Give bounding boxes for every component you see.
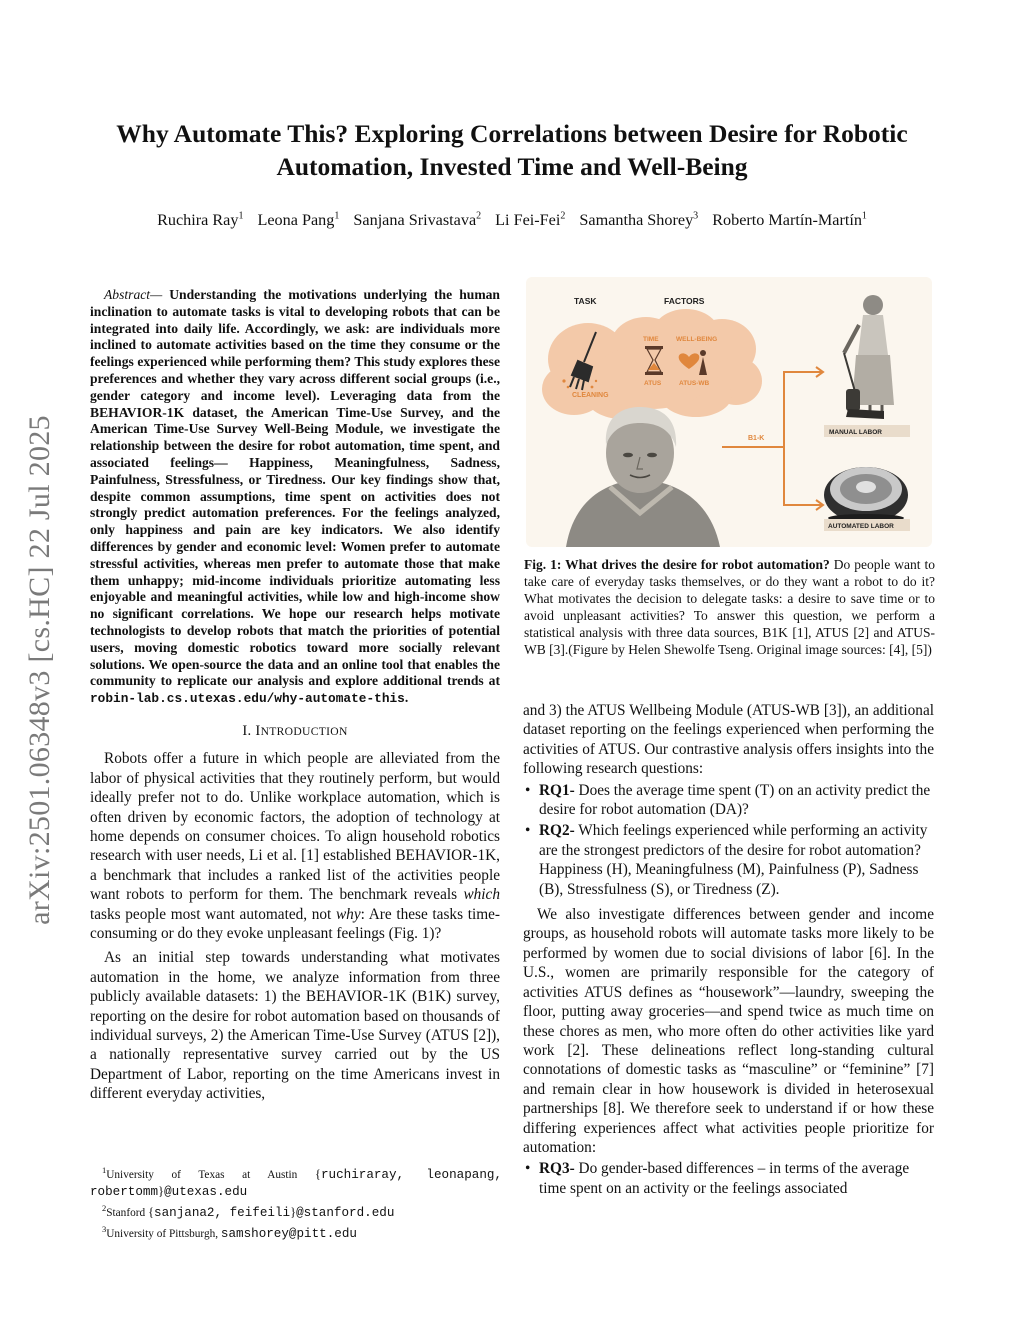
footnote-3: $^3$University of Pittsburgh, samshorey@pitt.edu (102, 1224, 357, 1242)
author: Ruchira Ray$^1$ (157, 211, 244, 230)
author: Samantha Shorey$^3$ (579, 211, 699, 230)
figure-label-atus: ATUS (644, 380, 662, 387)
figure-label-manual-labor: MANUAL LABOR (829, 429, 882, 436)
abstract-body: Understanding the motivations underlying the human inclination to automate tasks is vital to developing robots that can be integrated into daily life. Accordingly, we ask: are individuals more inclined to automate activities based on the time they consume or the feelings experienced while performing them? This study explores these preferences and whether they vary across different social groups (i.e., gender category and income level). Leveraging data from the BEHAVIOR-1K dataset, the American Time-Use Survey, and the American Time-Use Survey Well-Being Module, we investigate the relationship between the desire for robot automation, time spent, and associated feelings— Happiness, Meaningfulness, Sadness, Painfulness, Stressfulness, or Tiredness. Our key findings show that, despite common assumptions, time spent on activities does not strongly predict automation preferences. For the feelings analyzed, only happiness and pain are key indicators. We also identify differences by gender and economic level: Women prefer to automate stressful activities, whereas men prefer to automate those that make them unhappy; mid-income individuals prioritize automating less enjoyable and meaningful activities, while low and high-income show no significant correlations. We hope our research helps motivate technologists to develop robots that match the priorities of potential users, moving domestic robotics toward more socially relevant solutions. We open-source the data and an online tool that enables the community to replicate our analysis and explore additional trends at (90, 287, 500, 689)
research-question-3: • RQ3- Do gender-based differences – in terms of the average time spent on an activity or the feelings associated (525, 1160, 910, 1197)
right-paragraph-1: and 3) the ATUS Wellbeing Module (ATUS-WB [3]), an additional dataset reporting on the feelings experienced when performing the activities of ATUS. Our contrastive analysis offers insights into the following research questions: (523, 702, 934, 778)
figure-label-automated-labor: AUTOMATED LABOR (828, 523, 894, 530)
author-list (80, 206, 944, 231)
footnote-2: $^2$Stanford {sanjana2, feifeili}@stanford.edu (102, 1203, 395, 1221)
author: Leona Pang$^1$ (257, 211, 340, 230)
figure-label-wellbeing: WELL-BEING (676, 336, 718, 343)
figure-label-time: TIME (643, 336, 659, 343)
figure-label-atus-wb: ATUS-WB (679, 380, 710, 387)
right-column (523, 701, 934, 1200)
abstract: Abstract— Understanding the motivations underlying the human inclination to automate tasks is vital to developing robots that can be integrated into daily life. Accordingly, we ask: are individuals more inclined to automate activities based on the time they consume or the feelings experienced while performing them? This study explores these preferences and whether they vary across different social groups (i.e., gender category and income level). Leveraging data from the BEHAVIOR-1K dataset, the American Time-Use Survey, and the American Time-Use Survey Well-Being Module, we investigate the relationship between the desire for robot automation, time spent, and associated feelings— Happiness, Meaningfulness, Sadness, Painfulness, Stressfulness, or Tiredness. Our key findings show that, despite common assumptions, time spent on activities does not strongly predict automation preferences. For the feelings analyzed, only happiness and pain are key indicators. We also identify differences by gender and economic level: Women prefer to automate stressful activities, whereas men prefer to automate those that make them unhappy; mid-income individuals prioritize automating less enjoyable and meaningful activities, while low and high-income show no significant correlations. We hope our research helps motivate technologists to develop robots that match the priorities of potential users, moving domestic robotics toward more socially relevant solutions. We open-source the data and an online tool that enables the community to replicate our analysis and explore additional trends at robin-lab.cs.utexas.edu/why-automate-this. (90, 287, 500, 707)
intro-paragraph-2: As an initial step towards understanding what motivates automation in the home, we analyze information from three publicly available datasets: 1) the BEHAVIOR-1K (B1K) survey, reporting on the desire for robot automation based on thousands of individual surveys, 2) the American Time-Use Survey (ATUS [2]), a nationally representative survey carried out by the US Department of Labor, reporting on the time Americans invest in different everyday activities, (90, 949, 500, 1103)
figure-caption (524, 556, 935, 658)
research-question-1: • RQ1- Does the average time spent (T) on an activity predict the desire for robot automation (DA)? (525, 781, 931, 819)
author: Sanjana Srivastava$^2$ (353, 211, 482, 230)
left-column (90, 287, 500, 1104)
research-question-2: • RQ2- Which feelings experienced while performing an activity are the strongest predictors of the desire for robot automation? Happiness (H), Meaningfulness (M), Painfulness (P), Sadness (B), Stressfulness (S), or Tiredness (Z). (525, 822, 928, 898)
abstract-lead: Abstract— (104, 287, 163, 302)
paper-title: Why Automate This? Exploring Correlations between Desire for Robotic Automation, Invested Time and Well-Being (116, 119, 908, 181)
arxiv-id-text: arXiv:2501.06348v3 [cs.HC] 22 Jul 2025 (23, 415, 56, 925)
caption-text: Do people want to take care of everyday tasks themselves, or do they want a robot to do it? What motivates the decision to delegate tasks: a desire to save time or to avoid unpleasant activities? To answer this question, we perform a statistical analysis with three data sources, B1K [1], ATUS [2] and ATUS-WB [3].(Figure by Helen Shewolfe Tseng. Original image sources: [4], [5]) (524, 557, 935, 657)
affiliation-footnotes (90, 1162, 502, 1243)
intro-paragraph-1: Robots offer a future in which people are alleviated from the labor of physical activities that they routinely perform, but would ideally prefer not to do. Unlike workplace automation, which is often driven by economic factors, the adoption of technology at home depends on consumer choices. To align household robotics research with user needs, Li et al. [1] established BEHAVIOR-1K, a benchmark that includes a ranked list of the activities people want robots to perform for them. The benchmark reveals which tasks people most want automated, not why: Are these tasks time-consuming or do they evoke unpleasant feelings (Fig. 1)? (90, 750, 500, 942)
woman-vacuuming-image (844, 295, 894, 419)
arxiv-identifier (12, 370, 68, 970)
footnote-1: $^1$University of Texas at Austin {ruchiraray, leonapang, robertomm}@utexas.edu (90, 1165, 502, 1200)
figure-label-cleaning: CLEANING (572, 392, 609, 399)
right-paragraph-2: We also investigate differences between gender and income groups, as household robots will automate tasks more likely to be performed by women due to social divisions of labor [6]. In the U.S., women are primarily responsible for the category of activities ATUS defines as “housework”—laundry, sweeping the floor, putting away groceries—and spend twice as much time on these chores as men, who more often do other activities like yard work [2]. These delineations reflect long-standing cultural connotations of domestic tasks as “masculine” or “feminine” [7] and remain clear in how housework is divided in heterosexual partnerships [8]. We therefore seek to understand if or how these differing experiences affect what activities people prioritize for automation: (523, 906, 934, 1156)
figure-1 (526, 277, 932, 547)
figure-label-b1k: B1-K (748, 435, 765, 442)
figure-label-factors: FACTORS (664, 296, 705, 306)
robot-vacuum-image (824, 467, 908, 523)
woman-portrait-image (566, 407, 720, 547)
caption-label: Fig. 1: What drives the desire for robot automation? (524, 557, 830, 572)
author: Li Fei-Fei$^2$ (495, 211, 566, 230)
figure-label-task: TASK (574, 296, 597, 306)
project-url[interactable]: robin-lab.cs.utexas.edu/why-automate-this (90, 691, 405, 707)
author: Roberto Martín-Martín$^1$ (712, 211, 867, 230)
section-heading-introduction: I. INTRODUCTION (242, 722, 348, 739)
